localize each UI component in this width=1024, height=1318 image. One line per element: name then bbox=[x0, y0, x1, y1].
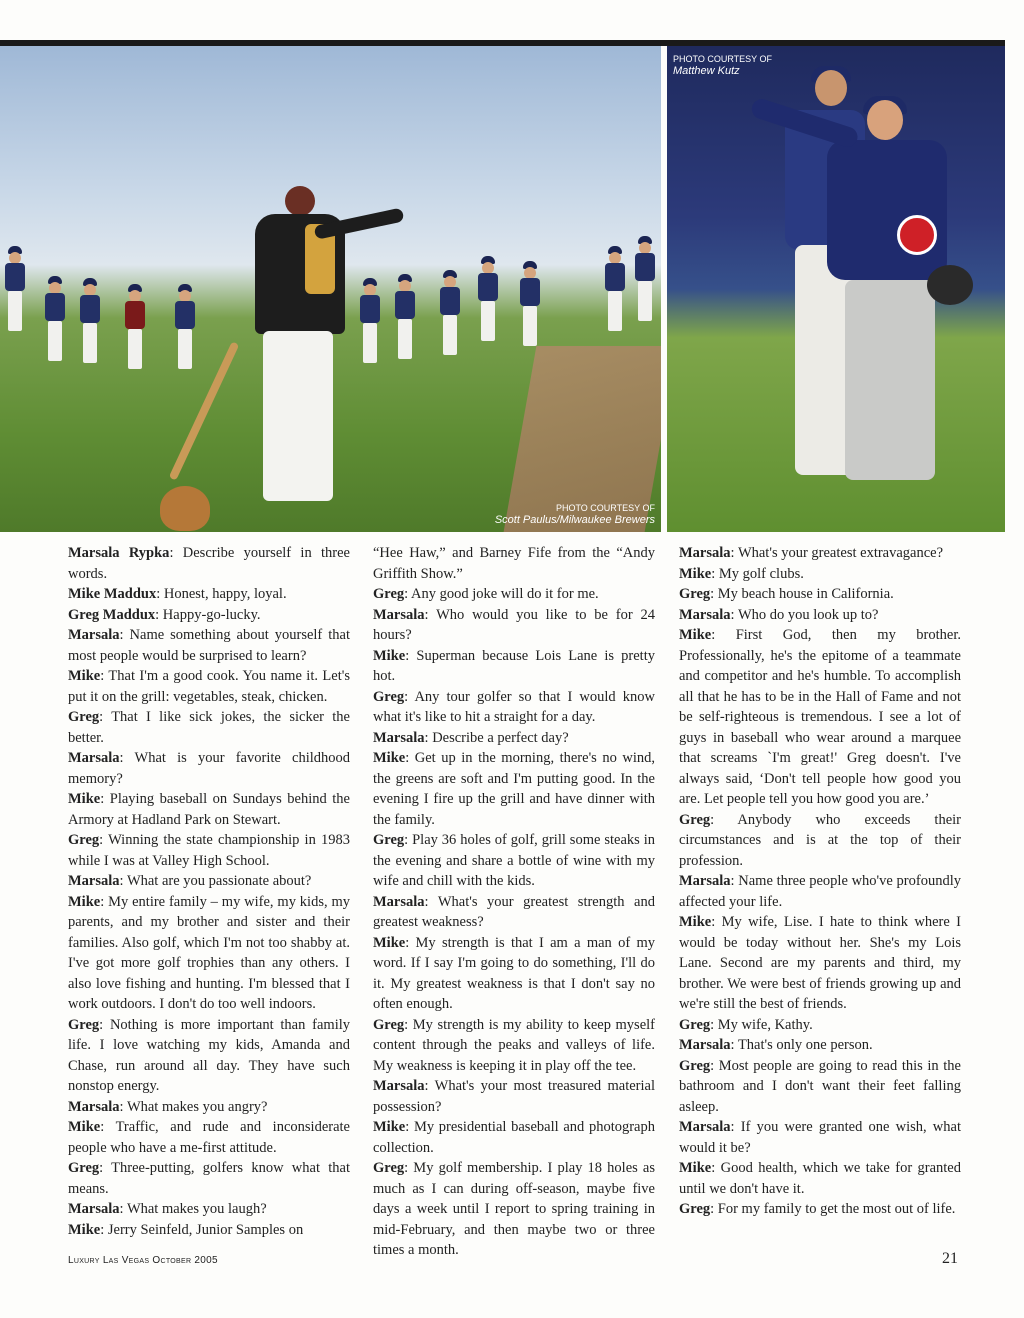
answer-text: : Good health, which we take for granted until we don't have it. bbox=[679, 1160, 961, 1197]
speaker-name: Greg bbox=[373, 1160, 405, 1176]
right-credit-label: PHOTO COURTESY OF bbox=[673, 54, 773, 64]
interview-entry bbox=[68, 543, 350, 584]
answer-text: : What is your favorite childhood memory? bbox=[68, 750, 350, 787]
right-credit-name: Matthew Kutz bbox=[673, 65, 740, 77]
answer-text: : Honest, happy, loyal. bbox=[156, 586, 287, 602]
answer-text: : First God, then my brother. Professionally, he's the epitome of a teammate and competitor and he's humble. To accomplish all that he has to be in the Hall of Fame and not be self-righteous is tremendous. I see a lot of guys in baseball who wear around a marquee that screams `I'm great!' Greg doesn't. I've always said, ‘Don't tell people how good you are. Let people tell you how good you are.’ bbox=[679, 627, 961, 807]
speaker-name: Mike bbox=[68, 668, 101, 684]
speaker-name: Marsala bbox=[679, 1119, 731, 1135]
interview-entry bbox=[679, 1015, 961, 1036]
interview-entry bbox=[679, 1035, 961, 1056]
interview-entry bbox=[679, 810, 961, 872]
answer-text: : That I like sick jokes, the sicker the better. bbox=[68, 709, 350, 746]
interview-column-1 bbox=[68, 543, 350, 1240]
team-meeting-photo bbox=[0, 46, 661, 532]
answer-text: : Jerry Seinfeld, Junior Samples on bbox=[100, 1221, 304, 1238]
answer-text: : Three-putting, golfers know what that means. bbox=[68, 1160, 350, 1197]
answer-text: : What are you passionate about? bbox=[119, 873, 312, 889]
interview-entry bbox=[679, 1056, 961, 1118]
answer-text: : What's your greatest strength and greatest weakness? bbox=[373, 893, 655, 930]
speaker-name: Mike bbox=[68, 791, 101, 807]
answer-text: : For my family to get the most out of life. bbox=[710, 1201, 956, 1217]
player-figure bbox=[635, 236, 655, 326]
interview-entry bbox=[68, 605, 350, 626]
player-figure bbox=[478, 256, 498, 346]
interview-entry bbox=[68, 871, 350, 892]
interview-entry bbox=[373, 687, 655, 728]
speaker-name: Marsala bbox=[68, 1098, 120, 1115]
player-figure bbox=[395, 274, 415, 364]
answer-text: : Who do you look up to? bbox=[730, 606, 879, 623]
interview-entry bbox=[68, 830, 350, 871]
answer-text: : Who would you like to be for 24 hours? bbox=[373, 606, 655, 643]
interview-entry bbox=[373, 933, 655, 1015]
answer-text: : Describe a perfect day? bbox=[424, 729, 569, 746]
player-figure bbox=[360, 278, 380, 368]
answer-text: : Superman because Lois Lane is pretty hot. bbox=[373, 647, 655, 684]
interview-entry bbox=[68, 748, 350, 789]
interview-entry bbox=[679, 1199, 961, 1220]
interview-column-3 bbox=[679, 543, 961, 1220]
coach-figure bbox=[245, 186, 355, 532]
answer-text: : Play 36 holes of golf, grill some steaks in the evening and share a bottle of wine with my wife and chill with the kids. bbox=[373, 832, 655, 889]
answer-text: : That's only one person. bbox=[730, 1037, 873, 1053]
speaker-name: Greg bbox=[68, 832, 100, 848]
speaker-name: Greg bbox=[679, 1201, 711, 1217]
interview-entry bbox=[373, 1015, 655, 1077]
speaker-name: Marsala bbox=[679, 873, 731, 889]
interview-entry bbox=[373, 728, 655, 749]
player-figure bbox=[440, 270, 460, 360]
left-credit-name: Scott Paulus/Milwaukee Brewers bbox=[494, 514, 655, 526]
speaker-name: Marsala bbox=[373, 729, 425, 746]
speaker-name: Mike bbox=[679, 627, 712, 643]
speaker-name: Greg bbox=[679, 586, 711, 602]
interview-entry bbox=[68, 625, 350, 666]
interview-entry bbox=[679, 543, 961, 564]
interview-entry bbox=[679, 1158, 961, 1199]
answer-text: “Hee Haw,” and Barney Fife from the “Andy Griffith Show.” bbox=[373, 545, 655, 582]
interview-entry bbox=[68, 892, 350, 1015]
player-figure bbox=[175, 284, 195, 374]
page-number: 21 bbox=[942, 1250, 958, 1267]
interview-entry bbox=[373, 1158, 655, 1261]
answer-text: : What's your greatest extravagance? bbox=[730, 545, 944, 561]
answer-text: : If you were granted one wish, what would it be? bbox=[679, 1119, 961, 1156]
interview-entry bbox=[68, 666, 350, 707]
speaker-name: Marsala bbox=[373, 1078, 425, 1094]
speaker-name: Marsala bbox=[679, 606, 731, 623]
answer-text: : Any good joke will do it for me. bbox=[404, 586, 599, 602]
speaker-name: Mike bbox=[68, 893, 101, 910]
answer-text: : Winning the state championship in 1983 while I was at Valley High School. bbox=[68, 832, 350, 869]
answer-text: : My wife, Kathy. bbox=[710, 1016, 813, 1033]
answer-text: : Happy-go-lucky. bbox=[155, 606, 261, 623]
interview-entry bbox=[679, 625, 961, 810]
interview-entry bbox=[679, 1117, 961, 1158]
answer-text: : Nothing is more important than family life. I love watching my kids, Amanda and Chase, run around all day. They have such nonstop energy. bbox=[68, 1016, 350, 1094]
speaker-name: Mike bbox=[373, 750, 406, 766]
left-credit-label: PHOTO COURTESY OF bbox=[555, 503, 655, 513]
speaker-name: Greg bbox=[373, 1016, 405, 1033]
right-photo-credit bbox=[673, 53, 772, 77]
speaker-name: Marsala bbox=[68, 873, 120, 889]
answer-text: : Playing baseball on Sundays behind the Armory at Hadland Park on Stewart. bbox=[68, 791, 350, 828]
answer-text: : Anybody who exceeds their circumstances and is at the top of their profession. bbox=[679, 811, 961, 869]
answer-text: : My golf membership. I play 18 holes as much as I can during off-season, maybe five days a week until I report to spring training in mid-February, and then maybe two or three times a month. bbox=[373, 1160, 655, 1258]
speaker-name: Mike bbox=[679, 1160, 712, 1176]
interview-entry bbox=[68, 1097, 350, 1118]
interview-entry bbox=[68, 789, 350, 830]
interview-entry bbox=[679, 605, 961, 626]
answer-text: : My beach house in California. bbox=[710, 586, 894, 602]
speaker-name: Marsala bbox=[679, 545, 731, 561]
player-figure bbox=[80, 278, 100, 368]
interview-entry bbox=[68, 1117, 350, 1158]
speaker-name: Greg bbox=[373, 586, 405, 602]
interview-entry bbox=[68, 584, 350, 605]
interview-entry bbox=[68, 1220, 350, 1241]
speaker-name: Greg Maddux bbox=[68, 606, 156, 623]
player-figure bbox=[45, 276, 65, 366]
speaker-name: Marsala Rypka bbox=[68, 545, 170, 561]
answer-text: : Most people are going to read this in the bathroom and I don't want their feet falling asleep. bbox=[679, 1057, 961, 1115]
baseball-glove bbox=[160, 486, 210, 531]
pitcher-figure bbox=[757, 100, 957, 520]
answer-text: : That I'm a good cook. You name it. Let's put it on the grill: vegetables, steak, chicken. bbox=[68, 668, 350, 705]
answer-text: : My wife, Lise. I hate to think where I would be today without her. She's my Lois Lane. Second are my parents and third, my brother. We were best of friends growing up and we're still the best of friends. bbox=[679, 914, 961, 1012]
interview-entry bbox=[68, 707, 350, 748]
publication-footer: Luxury Las Vegas October 2005 bbox=[68, 1255, 218, 1266]
speaker-name: Greg bbox=[679, 811, 711, 828]
speaker-name: Mike bbox=[373, 1119, 406, 1135]
interview-entry bbox=[373, 830, 655, 892]
interview-entry bbox=[679, 871, 961, 912]
player-figure bbox=[520, 261, 540, 351]
interview-entry bbox=[68, 1158, 350, 1199]
speaker-name: Greg bbox=[679, 1057, 711, 1074]
answer-text: : Describe yourself in three words. bbox=[68, 545, 350, 582]
speaker-name: Greg bbox=[679, 1016, 711, 1033]
interview-entry bbox=[68, 1015, 350, 1097]
speaker-name: Greg bbox=[373, 832, 405, 848]
speaker-name: Greg bbox=[373, 688, 405, 705]
answer-text: : My strength is my ability to keep myself content through the peaks and valleys of life. My weakness is keeping it in play off the tee. bbox=[373, 1016, 655, 1074]
interview-entry bbox=[373, 748, 655, 830]
interview-column-2 bbox=[373, 543, 655, 1261]
speaker-name: Marsala bbox=[68, 627, 120, 643]
speaker-name: Greg bbox=[68, 1160, 100, 1176]
speaker-name: Marsala bbox=[679, 1037, 731, 1053]
interview-entry bbox=[68, 1199, 350, 1220]
speaker-name: Mike bbox=[679, 914, 712, 930]
speaker-name: Greg bbox=[68, 1016, 100, 1033]
player-figure bbox=[5, 246, 25, 336]
speaker-name: Greg bbox=[68, 709, 100, 725]
answer-text: : What makes you angry? bbox=[119, 1098, 268, 1115]
speaker-name: Marsala bbox=[373, 606, 425, 623]
player-figure bbox=[125, 284, 145, 374]
interview-entry bbox=[373, 605, 655, 646]
speaker-name: Mike bbox=[68, 1221, 101, 1238]
speaker-name: Marsala bbox=[373, 893, 425, 910]
speaker-name: Marsala bbox=[68, 750, 120, 766]
pitcher-photo bbox=[667, 46, 1005, 532]
interview-entry bbox=[679, 584, 961, 605]
speaker-name: Mike bbox=[373, 647, 406, 664]
speaker-name: Mike bbox=[68, 1119, 101, 1135]
answer-text: : What's your most treasured material possession? bbox=[373, 1078, 655, 1115]
speaker-name: Mike bbox=[373, 934, 406, 951]
answer-text: : My presidential baseball and photograph collection. bbox=[373, 1119, 655, 1156]
interview-entry bbox=[373, 584, 655, 605]
answer-text: : Any tour golfer so that I would know what it's like to hit a straight for a day. bbox=[373, 688, 655, 725]
left-photo-credit bbox=[495, 502, 655, 526]
interview-entry bbox=[373, 543, 655, 584]
answer-text: : What makes you laugh? bbox=[119, 1201, 267, 1217]
interview-entry bbox=[679, 912, 961, 1015]
speaker-name: Mike bbox=[679, 565, 712, 582]
answer-text: : My strength is that I am a man of my word. If I say I'm going to do something, I'll do it. My greatest weakness is that I don't say no often enough. bbox=[373, 934, 655, 1012]
interview-entry bbox=[679, 564, 961, 585]
speaker-name: Mike Maddux bbox=[68, 586, 157, 602]
answer-text: : Get up in the morning, there's no wind, the greens are soft and I'm putting good. In the evening I fire up the grill and have dinner with the family. bbox=[373, 750, 655, 828]
answer-text: : Name three people who've profoundly affected your life. bbox=[679, 873, 961, 910]
speaker-name: Marsala bbox=[68, 1201, 120, 1217]
interview-entry bbox=[373, 646, 655, 687]
player-figure bbox=[605, 246, 625, 336]
interview-entry bbox=[373, 892, 655, 933]
answer-text: : Name something about yourself that most people would be surprised to learn? bbox=[68, 627, 350, 664]
interview-entry bbox=[373, 1117, 655, 1158]
interview-entry bbox=[373, 1076, 655, 1117]
answer-text: : Traffic, and rude and inconsiderate people who have a me-first attitude. bbox=[68, 1119, 350, 1156]
answer-text: : My golf clubs. bbox=[711, 565, 804, 582]
answer-text: : My entire family – my wife, my kids, my parents, and my brother and sister and their families. Also golf, which I'm not too shabby at. I've got more golf trophies than any others. I also love fishing and hunting. I'm blessed that I work outdoors. I don't do too well indoors. bbox=[68, 893, 350, 1012]
